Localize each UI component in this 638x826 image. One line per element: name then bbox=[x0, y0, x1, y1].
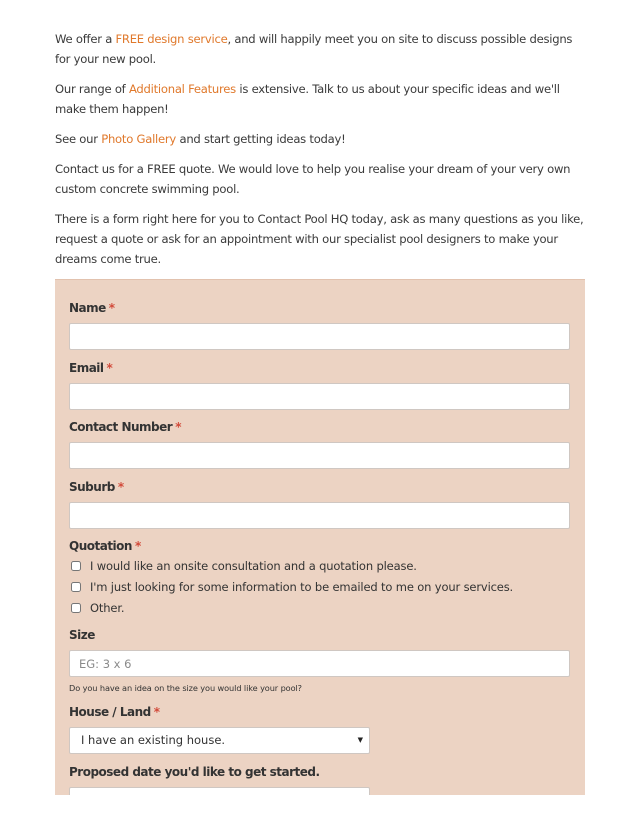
intro-text: is extensive. Talk to us about your specific ideas and we'll make them happen! bbox=[55, 82, 560, 116]
intro-text: We offer a bbox=[55, 32, 116, 46]
contact-number-field-group bbox=[69, 418, 570, 469]
house-land-field-group bbox=[69, 703, 570, 754]
intro-text: Our range of bbox=[55, 82, 129, 96]
intro-paragraph-features bbox=[55, 79, 585, 119]
contact-number-label-text: Contact Number bbox=[69, 420, 173, 434]
intro-content bbox=[55, 29, 585, 279]
required-marker: * bbox=[153, 705, 160, 719]
free-design-service-link[interactable]: FREE design service bbox=[115, 32, 228, 46]
required-marker: * bbox=[106, 361, 113, 375]
suburb-label bbox=[69, 478, 570, 496]
size-label: Size bbox=[69, 628, 95, 642]
required-marker: * bbox=[117, 480, 124, 494]
quotation-label bbox=[69, 537, 570, 555]
intro-paragraph-gallery bbox=[55, 129, 585, 149]
intro-paragraph-form: There is a form right here for you to Contact Pool HQ today, ask as many questions as you like, request a quote or ask for an appointment with our specialist pool designers to make your dreams come true. bbox=[55, 212, 584, 266]
proposed-date-label: Proposed date you'd like to get started. bbox=[69, 765, 320, 779]
email-field-group bbox=[69, 359, 570, 410]
quotation-option-other[interactable] bbox=[69, 597, 570, 618]
intro-paragraph-quote: Contact us for a FREE quote. We would love to help you realise your dream of your very own custom concrete swimming pool. bbox=[55, 162, 571, 196]
name-input[interactable] bbox=[69, 323, 570, 350]
quotation-other-checkbox[interactable] bbox=[71, 603, 81, 613]
size-field-group bbox=[69, 626, 570, 693]
email-input[interactable] bbox=[69, 383, 570, 410]
size-helper-text: Do you have an idea on the size you would like your pool? bbox=[69, 683, 302, 693]
chevron-down-icon: ▼ bbox=[357, 736, 363, 744]
house-land-label bbox=[69, 703, 570, 721]
required-marker: * bbox=[175, 420, 181, 434]
required-marker: * bbox=[108, 301, 115, 315]
contact-number-label bbox=[69, 418, 570, 436]
intro-text: and start getting ideas today! bbox=[176, 132, 346, 146]
quotation-information-checkbox[interactable] bbox=[71, 582, 81, 592]
name-field-group bbox=[69, 299, 570, 350]
quotation-option-label: Other. bbox=[90, 600, 125, 615]
email-label-text: Email bbox=[69, 361, 104, 375]
size-input[interactable] bbox=[69, 650, 570, 677]
name-label-text: Name bbox=[69, 301, 106, 315]
intro-paragraph-design bbox=[55, 29, 585, 69]
suburb-field-group bbox=[69, 478, 570, 529]
house-land-selected-value: I have an existing house. bbox=[81, 733, 226, 747]
house-land-select[interactable] bbox=[69, 727, 370, 754]
contact-form bbox=[55, 279, 585, 795]
contact-number-input[interactable] bbox=[69, 442, 570, 469]
quotation-option-label: I'm just looking for some information to be emailed to me on your services. bbox=[90, 579, 514, 594]
suburb-label-text: Suburb bbox=[69, 480, 115, 494]
quotation-option-information[interactable] bbox=[69, 576, 570, 597]
house-land-label-text: House / Land bbox=[69, 705, 151, 719]
name-label bbox=[69, 299, 570, 317]
proposed-date-input[interactable] bbox=[69, 787, 370, 795]
quotation-label-text: Quotation bbox=[69, 539, 132, 553]
intro-text: , and will happily meet you on site to discuss possible designs for your new pool. bbox=[55, 32, 573, 66]
proposed-date-field-group bbox=[69, 763, 570, 795]
email-label bbox=[69, 359, 570, 377]
intro-text: See our bbox=[55, 132, 102, 146]
required-marker: * bbox=[134, 539, 141, 553]
additional-features-link[interactable]: Additional Features bbox=[128, 82, 236, 96]
quotation-consultation-checkbox[interactable] bbox=[71, 561, 81, 571]
quotation-option-label: I would like an onsite consultation and a quotation please. bbox=[90, 558, 417, 573]
suburb-input[interactable] bbox=[69, 502, 570, 529]
photo-gallery-link[interactable]: Photo Gallery bbox=[101, 132, 177, 146]
quotation-field-group bbox=[69, 537, 570, 618]
quotation-option-consultation[interactable] bbox=[69, 555, 570, 576]
